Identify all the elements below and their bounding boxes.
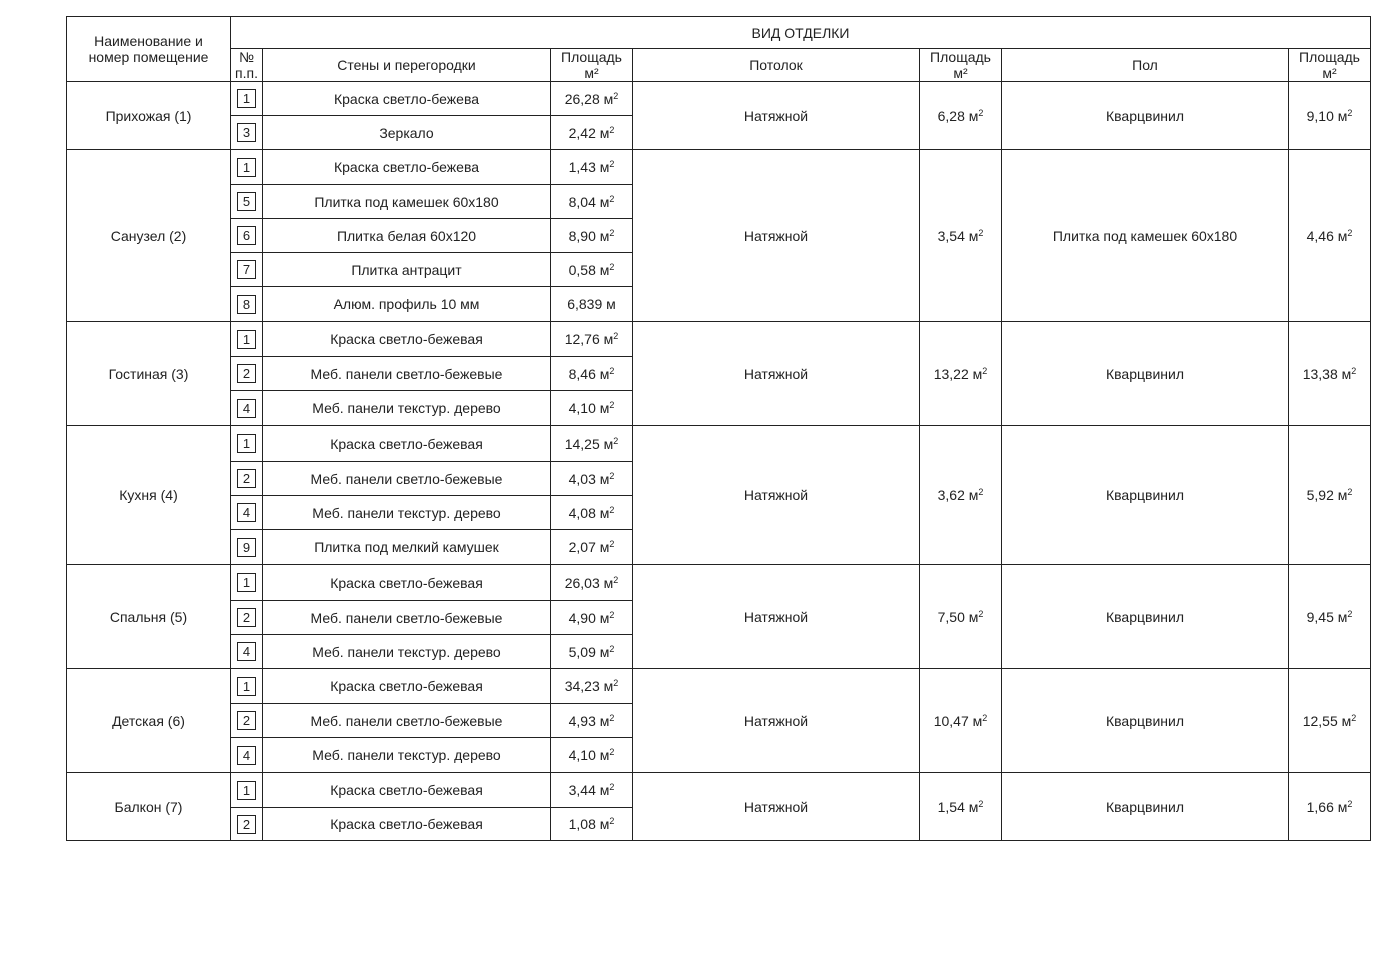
area-sup: 2 xyxy=(609,227,615,238)
table-row xyxy=(67,773,1371,808)
wall-finish: Краска светло-бежевая xyxy=(263,426,551,462)
wall-finish: Меб. панели текстур. дерево xyxy=(263,738,551,773)
wall-num: 3 xyxy=(237,123,256,142)
floor-area-value: 1,66 м xyxy=(1306,798,1348,815)
header-floor: Пол xyxy=(1002,49,1289,82)
wall-finish: Краска светло-бежевая xyxy=(263,322,551,357)
wall-num: 8 xyxy=(237,295,256,314)
wall-area xyxy=(551,773,633,808)
table-row xyxy=(67,565,1371,601)
wall-area-value: 12,76 м xyxy=(564,331,614,347)
floor-finish: Кварцвинил xyxy=(1002,565,1289,669)
floor-finish: Плитка под камешек 60х180 xyxy=(1002,150,1289,322)
area-sup: 2 xyxy=(1347,487,1353,497)
wall-area-value: 4,10 м xyxy=(568,747,610,763)
wall-area xyxy=(551,565,633,601)
ceiling-area xyxy=(920,150,1002,322)
wall-finish: Краска светло-бежевая xyxy=(263,565,551,601)
wall-finish: Краска светло-бежевая xyxy=(263,808,551,841)
wall-area xyxy=(551,219,633,253)
ceiling-area-value: 10,47 м xyxy=(933,712,983,729)
area-sup: 2 xyxy=(609,193,615,204)
area-sup: 2 xyxy=(1347,227,1353,238)
area-sup: 2 xyxy=(978,487,984,497)
wall-area xyxy=(551,150,633,185)
header-walls: Стены и перегородки xyxy=(263,49,551,82)
floor-area-value: 9,10 м xyxy=(1306,107,1348,124)
wall-finish: Плитка белая 60х120 xyxy=(263,219,551,253)
wall-num-cell xyxy=(231,669,263,704)
header-row-bottom xyxy=(67,49,1371,82)
header-room xyxy=(67,17,231,82)
area-sup: 2 xyxy=(609,124,615,135)
wall-num: 1 xyxy=(237,158,256,177)
wall-area xyxy=(551,601,633,635)
ceiling-area xyxy=(920,565,1002,669)
wall-area xyxy=(551,496,633,530)
floor-finish: Кварцвинил xyxy=(1002,322,1289,426)
wall-area xyxy=(551,287,633,322)
floor-finish: Кварцвинил xyxy=(1002,426,1289,565)
floor-area xyxy=(1289,82,1371,150)
ceiling-area-value: 3,62 м xyxy=(937,487,979,503)
wall-finish: Плитка антрацит xyxy=(263,253,551,287)
wall-area-value: 4,90 м xyxy=(568,609,610,626)
wall-area-value: 1,43 м xyxy=(568,159,610,175)
finish-schedule-table xyxy=(66,16,1371,841)
wall-num: 1 xyxy=(237,677,256,696)
ceiling-area-value: 3,54 м xyxy=(937,227,979,244)
floor-area-value: 5,92 м xyxy=(1306,487,1348,503)
wall-num-cell xyxy=(231,496,263,530)
wall-finish: Зеркало xyxy=(263,116,551,150)
wall-area-value: 26,03 м xyxy=(564,574,614,591)
area-sup: 2 xyxy=(609,747,615,757)
wall-finish: Меб. панели светло-бежевые xyxy=(263,357,551,391)
ceiling-area-value: 13,22 м xyxy=(933,365,983,382)
area-sup: 2 xyxy=(978,227,984,238)
wall-num-cell xyxy=(231,601,263,635)
ceiling-finish: Натяжной xyxy=(633,150,920,322)
floor-area-value: 13,38 м xyxy=(1302,365,1352,382)
floor-area xyxy=(1289,322,1371,426)
area-sup: 2 xyxy=(609,539,615,549)
table-row xyxy=(67,150,1371,185)
area-sup: 2 xyxy=(609,365,615,376)
wall-num: 4 xyxy=(237,746,256,765)
area-sup: 2 xyxy=(609,261,615,272)
wall-area xyxy=(551,530,633,565)
area-sup: 2 xyxy=(613,331,619,341)
wall-num-cell xyxy=(231,773,263,808)
area-sup: 2 xyxy=(978,608,984,619)
wall-num: 2 xyxy=(237,608,256,627)
wall-area xyxy=(551,322,633,357)
ceiling-finish: Натяжной xyxy=(633,669,920,773)
wall-num: 1 xyxy=(237,330,256,349)
wall-num-cell xyxy=(231,565,263,601)
wall-num: 2 xyxy=(237,815,256,834)
wall-area-value: 14,25 м xyxy=(564,435,614,452)
wall-area xyxy=(551,635,633,669)
floor-area-value: 9,45 м xyxy=(1306,608,1348,625)
area-sup: 2 xyxy=(613,435,619,446)
floor-area-value: 4,46 м xyxy=(1306,227,1348,244)
wall-num-cell xyxy=(231,635,263,669)
floor-area xyxy=(1289,426,1371,565)
ceiling-finish: Натяжной xyxy=(633,322,920,426)
wall-area-value: 26,28 м xyxy=(564,90,614,107)
ceiling-finish: Натяжной xyxy=(633,426,920,565)
area-sup: 2 xyxy=(978,107,984,118)
table-row xyxy=(67,669,1371,704)
ceiling-area xyxy=(920,82,1002,150)
ceiling-finish: Натяжной xyxy=(633,565,920,669)
wall-num: 1 xyxy=(237,89,256,108)
wall-num-cell xyxy=(231,116,263,150)
wall-area-value: 1,08 м xyxy=(568,816,610,832)
wall-num: 5 xyxy=(237,192,256,211)
area-sup: 2 xyxy=(1347,608,1353,619)
wall-area xyxy=(551,357,633,391)
room-name: Прихожая (1) xyxy=(67,82,231,150)
wall-finish: Меб. панели текстур. дерево xyxy=(263,391,551,426)
wall-area xyxy=(551,808,633,841)
area-sup: 2 xyxy=(609,609,615,620)
wall-area xyxy=(551,426,633,462)
ceiling-area-value: 7,50 м xyxy=(937,608,979,625)
wall-finish: Краска светло-бежевая xyxy=(263,669,551,704)
wall-num-cell xyxy=(231,391,263,426)
header-area-label: Площадь xyxy=(1299,49,1360,65)
wall-num: 4 xyxy=(237,503,256,522)
wall-finish: Меб. панели светло-бежевые xyxy=(263,462,551,496)
wall-num: 2 xyxy=(237,711,256,730)
room-name: Санузел (2) xyxy=(67,150,231,322)
header-area-unit: м² xyxy=(1322,65,1337,81)
wall-num: 2 xyxy=(237,469,256,488)
wall-num-cell xyxy=(231,322,263,357)
header-ceiling-area xyxy=(920,49,1002,82)
wall-area xyxy=(551,462,633,496)
table-row xyxy=(67,426,1371,462)
area-sup: 2 xyxy=(609,782,615,792)
header-area-label: Площадь xyxy=(930,49,991,65)
wall-finish: Плитка под камешек 60х180 xyxy=(263,185,551,219)
wall-area-value: 8,46 м xyxy=(568,365,610,382)
wall-area xyxy=(551,185,633,219)
header-walls-area xyxy=(551,49,633,82)
ceiling-area xyxy=(920,322,1002,426)
wall-area xyxy=(551,391,633,426)
wall-num-cell xyxy=(231,426,263,462)
area-sup: 2 xyxy=(613,574,619,585)
wall-area-value: 4,93 м xyxy=(568,712,610,729)
wall-area-value: 5,09 м xyxy=(568,643,610,660)
area-sup: 2 xyxy=(609,504,615,515)
wall-num-cell xyxy=(231,808,263,841)
wall-area-value: 6,839 м xyxy=(567,296,616,312)
header-floor-area xyxy=(1289,49,1371,82)
room-name: Спальня (5) xyxy=(67,565,231,669)
wall-num: 1 xyxy=(237,573,256,592)
table-row xyxy=(67,82,1371,116)
wall-num: 4 xyxy=(237,642,256,661)
wall-num-cell xyxy=(231,462,263,496)
ceiling-area xyxy=(920,426,1002,565)
area-sup: 2 xyxy=(1351,712,1357,723)
table-row xyxy=(67,322,1371,357)
header-finish-type: ВИД ОТДЕЛКИ xyxy=(231,17,1371,49)
room-name: Кухня (4) xyxy=(67,426,231,565)
wall-area xyxy=(551,82,633,116)
floor-finish: Кварцвинил xyxy=(1002,669,1289,773)
area-sup: 2 xyxy=(613,90,619,101)
area-sup: 2 xyxy=(1347,798,1353,809)
wall-area-value: 3,44 м xyxy=(568,782,610,798)
area-sup: 2 xyxy=(609,159,615,169)
header-room-label: Наименование и номер помещение xyxy=(88,33,209,65)
header-ceiling: Потолок xyxy=(633,49,920,82)
floor-area xyxy=(1289,669,1371,773)
wall-area-value: 2,42 м xyxy=(568,124,610,141)
wall-num-cell xyxy=(231,738,263,773)
header-area-unit: м² xyxy=(584,65,599,81)
wall-area-value: 8,04 м xyxy=(568,193,610,210)
wall-area-value: 34,23 м xyxy=(564,678,614,694)
ceiling-finish: Натяжной xyxy=(633,82,920,150)
wall-num: 6 xyxy=(237,226,256,245)
area-sup: 2 xyxy=(609,400,615,410)
floor-area xyxy=(1289,773,1371,841)
wall-finish: Меб. панели текстур. дерево xyxy=(263,635,551,669)
wall-num-cell xyxy=(231,287,263,322)
ceiling-area-value: 1,54 м xyxy=(937,798,979,815)
wall-finish: Меб. панели светло-бежевые xyxy=(263,704,551,738)
wall-area xyxy=(551,704,633,738)
floor-area-value: 12,55 м xyxy=(1302,712,1352,729)
area-sup: 2 xyxy=(609,816,615,826)
ceiling-area xyxy=(920,773,1002,841)
header-num-label: № п.п. xyxy=(235,49,258,81)
floor-area xyxy=(1289,150,1371,322)
area-sup: 2 xyxy=(978,798,984,809)
wall-num-cell xyxy=(231,530,263,565)
wall-num: 7 xyxy=(237,260,256,279)
wall-area-value: 4,08 м xyxy=(568,504,610,521)
floor-area xyxy=(1289,565,1371,669)
room-name: Балкон (7) xyxy=(67,773,231,841)
area-sup: 2 xyxy=(613,678,619,688)
wall-area-value: 4,10 м xyxy=(568,400,610,416)
wall-finish: Алюм. профиль 10 мм xyxy=(263,287,551,322)
wall-num-cell xyxy=(231,219,263,253)
wall-num-cell xyxy=(231,253,263,287)
area-sup: 2 xyxy=(982,712,988,723)
wall-finish: Краска светло-бежева xyxy=(263,82,551,116)
wall-finish: Меб. панели текстур. дерево xyxy=(263,496,551,530)
area-sup: 2 xyxy=(1351,365,1357,376)
wall-area-value: 4,03 м xyxy=(568,470,610,487)
area-sup: 2 xyxy=(609,643,615,654)
wall-area xyxy=(551,669,633,704)
header-area-label: Площадь xyxy=(561,49,622,65)
header-num xyxy=(231,49,263,82)
wall-num-cell xyxy=(231,150,263,185)
wall-num: 1 xyxy=(237,434,256,453)
room-name: Детская (6) xyxy=(67,669,231,773)
wall-num: 9 xyxy=(237,538,256,557)
wall-num-cell xyxy=(231,185,263,219)
wall-finish: Краска светло-бежева xyxy=(263,150,551,185)
wall-num-cell xyxy=(231,357,263,391)
room-name: Гостиная (3) xyxy=(67,322,231,426)
area-sup: 2 xyxy=(609,470,615,481)
wall-area xyxy=(551,738,633,773)
wall-area-value: 8,90 м xyxy=(568,227,610,244)
wall-area xyxy=(551,116,633,150)
wall-area-value: 2,07 м xyxy=(568,539,610,555)
header-area-unit: м² xyxy=(953,65,968,81)
wall-finish: Краска светло-бежевая xyxy=(263,773,551,808)
area-sup: 2 xyxy=(1347,107,1353,118)
header-row-top xyxy=(67,17,1371,49)
ceiling-area xyxy=(920,669,1002,773)
wall-num: 1 xyxy=(237,781,256,800)
wall-num: 4 xyxy=(237,399,256,418)
wall-finish: Меб. панели светло-бежевые xyxy=(263,601,551,635)
wall-area xyxy=(551,253,633,287)
wall-num: 2 xyxy=(237,364,256,383)
ceiling-area-value: 6,28 м xyxy=(937,107,979,124)
floor-finish: Кварцвинил xyxy=(1002,773,1289,841)
wall-num-cell xyxy=(231,704,263,738)
floor-finish: Кварцвинил xyxy=(1002,82,1289,150)
wall-area-value: 0,58 м xyxy=(568,261,610,278)
area-sup: 2 xyxy=(609,712,615,723)
ceiling-finish: Натяжной xyxy=(633,773,920,841)
area-sup: 2 xyxy=(982,365,988,376)
wall-finish: Плитка под мелкий камушек xyxy=(263,530,551,565)
wall-num-cell xyxy=(231,82,263,116)
